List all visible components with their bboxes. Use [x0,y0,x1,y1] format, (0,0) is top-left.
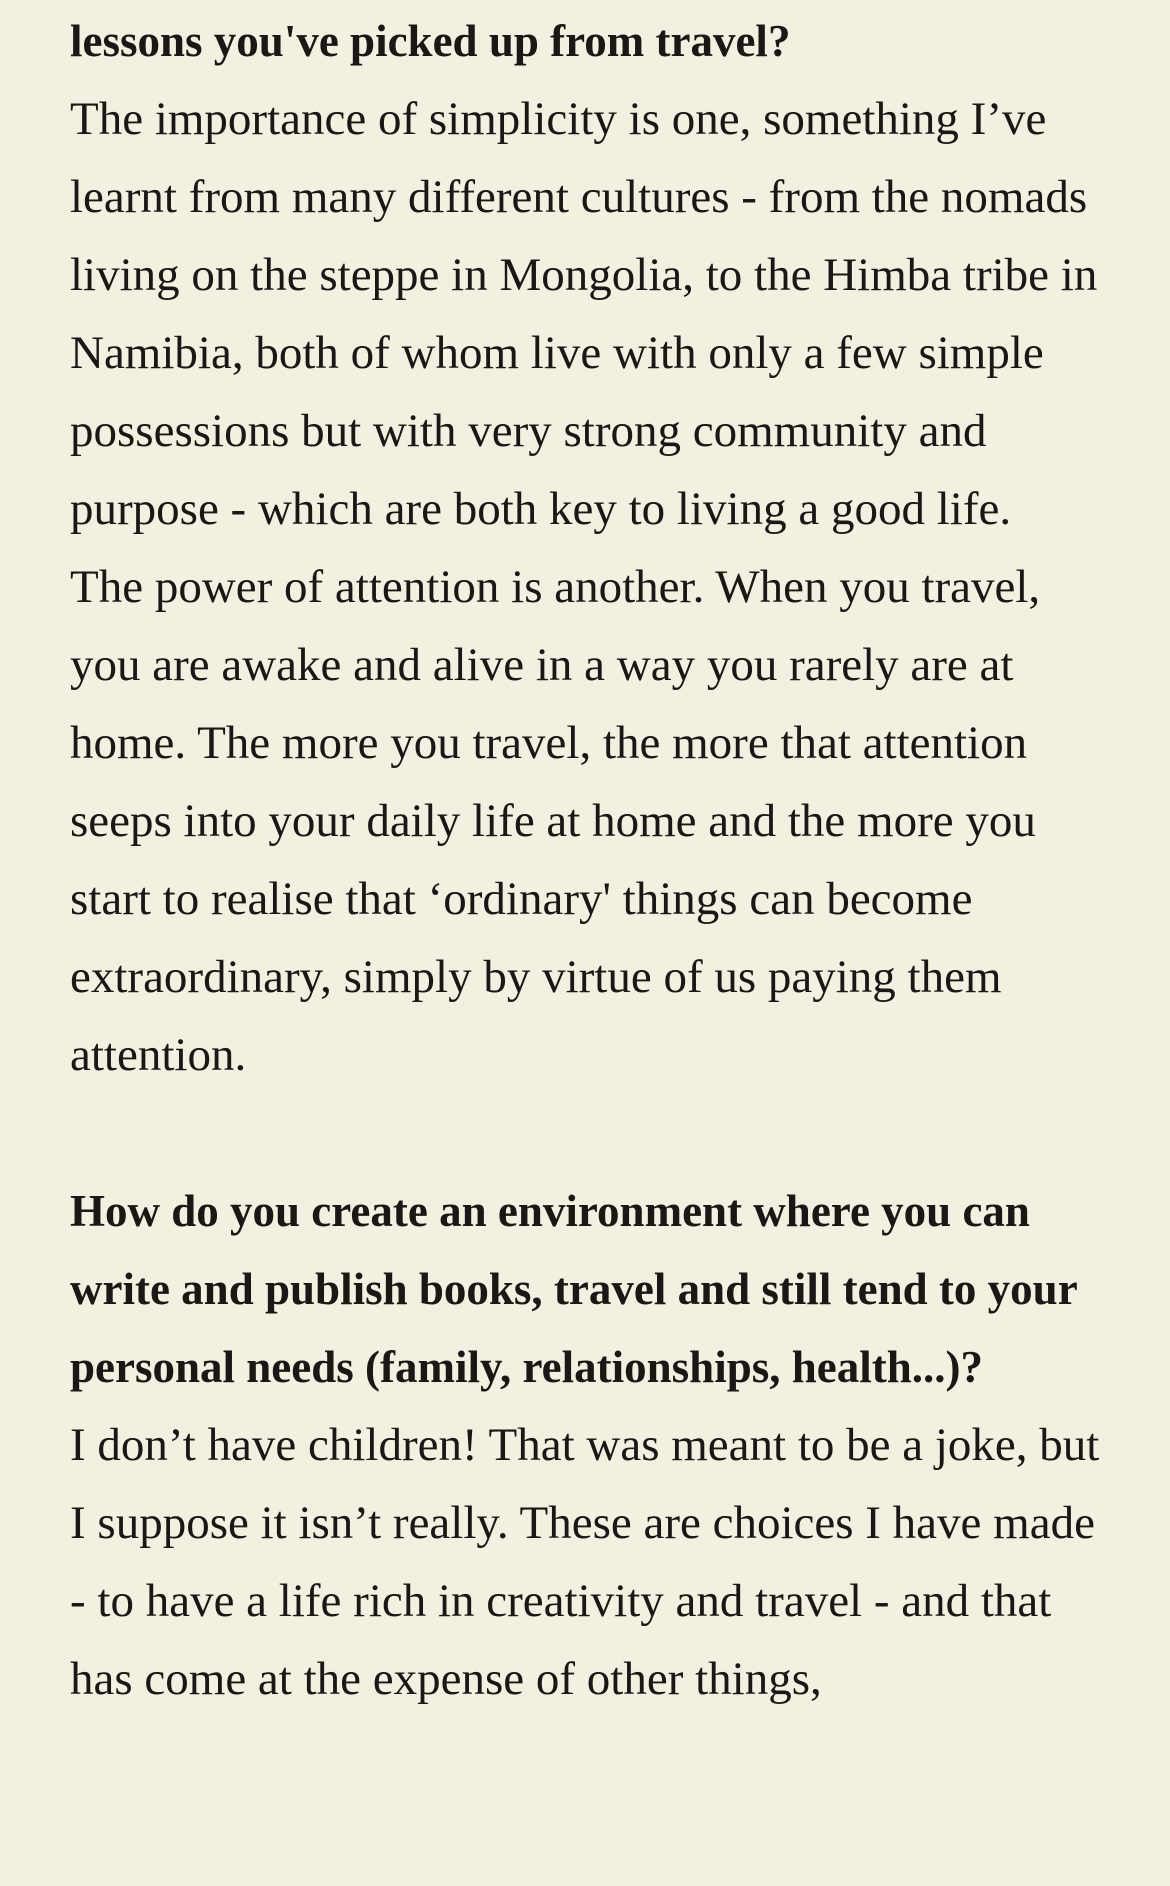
answer-paragraph-children: I don’t have children! That was meant to be a joke, but I suppose it isn’t really. These are choices I have made - to have a life rich in creativity and travel - and that has come at the expense of other things, [70,1419,1100,1705]
question-heading-environment: How do you create an environment where you can write and publish books, travel and still tend to your personal needs (family, relationships, health...)? [70,1186,1077,1392]
answer-paragraph-attention: The power of attention is another. When you travel, you are awake and alive in a way you rarely are at home. The more you travel, the more that attention seeps into your daily life at home and the more you start to realise that ‘ordinary' things can become extraordinary, simply by virtue of us paying them attention. [70,561,1041,1081]
article-body [70,0,1120,1718]
question-heading-travel-lessons: lessons you've picked up from travel? [70,16,791,66]
answer-paragraph-simplicity: The importance of simplicity is one, something I’ve learnt from many different cultures - from the nomads living on the steppe in Mongolia, to the Himba tribe in Namibia, both of whom live with only a few simple possessions but with very strong community and purpose - which are both key to living a good life. [70,93,1098,535]
